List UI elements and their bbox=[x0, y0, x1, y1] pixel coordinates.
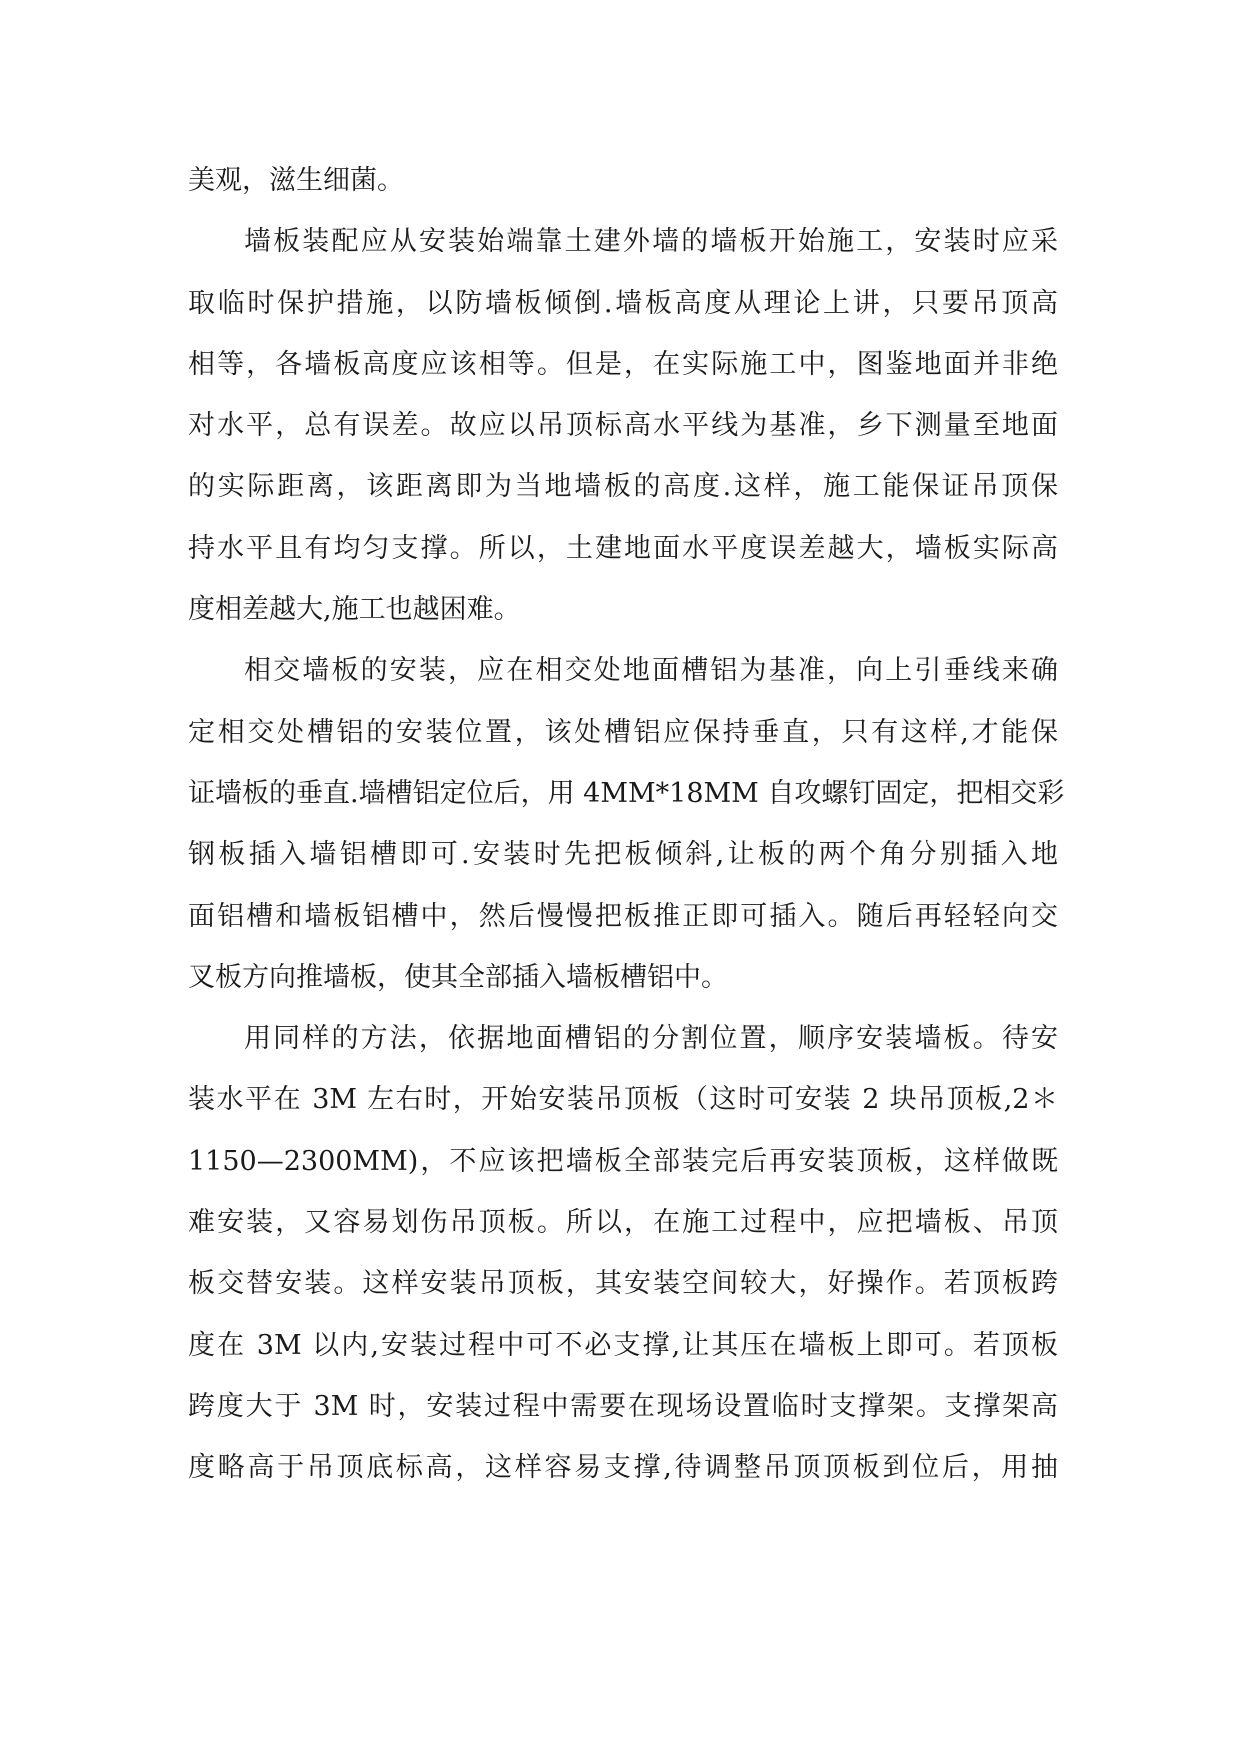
text-line: 度略高于吊顶底标高，这样容易支撑,待调整吊顶顶板到位后，用抽 bbox=[188, 1452, 1058, 1484]
text-line: 的实际距离，该距离即为当地墙板的高度.这样，施工能保证吊顶保 bbox=[188, 471, 1058, 503]
text-line: 证墙板的垂直.墙槽铝定位后，用 4MM*18MM 自攻螺钉固定，把相交彩 bbox=[188, 777, 1065, 809]
text-line: 面铝槽和墙板铝槽中，然后慢慢把板推正即可插入。随后再轻轻向交 bbox=[188, 900, 1058, 932]
text-line: 度在 3M 以内,安装过程中可不必支撑,让其压在墙板上即可。若顶板 bbox=[188, 1329, 1058, 1361]
text-line: 难安装，又容易划伤吊顶板。所以，在施工过程中，应把墙板、吊顶 bbox=[188, 1207, 1058, 1239]
text-line: 1150—2300MM)，不应该把墙板全部装完后再安装顶板，这样做既 bbox=[188, 1145, 1058, 1177]
text-line: 钢板插入墙铝槽即可.安装时先把板倾斜,让板的两个角分别插入地 bbox=[188, 839, 1058, 871]
text-line: 美观，滋生细菌。 bbox=[188, 165, 404, 196]
text-line: 取临时保护措施，以防墙板倾倒.墙板高度从理论上讲，只要吊顶高 bbox=[188, 287, 1058, 319]
body-text bbox=[188, 150, 1065, 1499]
text-line: 对水平，总有误差。故应以吊顶标高水平线为基准，乡下测量至地面 bbox=[188, 410, 1058, 442]
text-line: 相交墙板的安装，应在相交处地面槽铝为基准，向上引垂线来确 bbox=[244, 655, 1058, 687]
text-line: 定相交处槽铝的安装位置，该处槽铝应保持垂直，只有这样,才能保 bbox=[188, 716, 1058, 748]
text-line: 板交替安装。这样安装吊顶板，其安装空间较大，好操作。若顶板跨 bbox=[188, 1268, 1058, 1300]
text-line: 相等，各墙板高度应该相等。但是，在实际施工中，图鉴地面并非绝 bbox=[188, 348, 1058, 380]
text-line: 持水平且有均匀支撑。所以，土建地面水平度误差越大，墙板实际高 bbox=[188, 532, 1058, 564]
text-line: 度相差越大,施工也越困难。 bbox=[188, 594, 521, 626]
text-line: 装水平在 3M 左右时，开始安装吊顶板（这时可安装 2 块吊顶板,2＊ bbox=[188, 1084, 1058, 1116]
text-line: 墙板装配应从安装始端靠土建外墙的墙板开始施工，安装时应采 bbox=[244, 226, 1058, 258]
text-line: 用同样的方法，依据地面槽铝的分割位置，顺序安装墙板。待安 bbox=[244, 1023, 1058, 1055]
text-line: 叉板方向推墙板，使其全部插入墙板槽铝中。 bbox=[188, 961, 728, 993]
text-line: 跨度大于 3M 时，安装过程中需要在现场设置临时支撑架。支撑架高 bbox=[188, 1390, 1058, 1422]
